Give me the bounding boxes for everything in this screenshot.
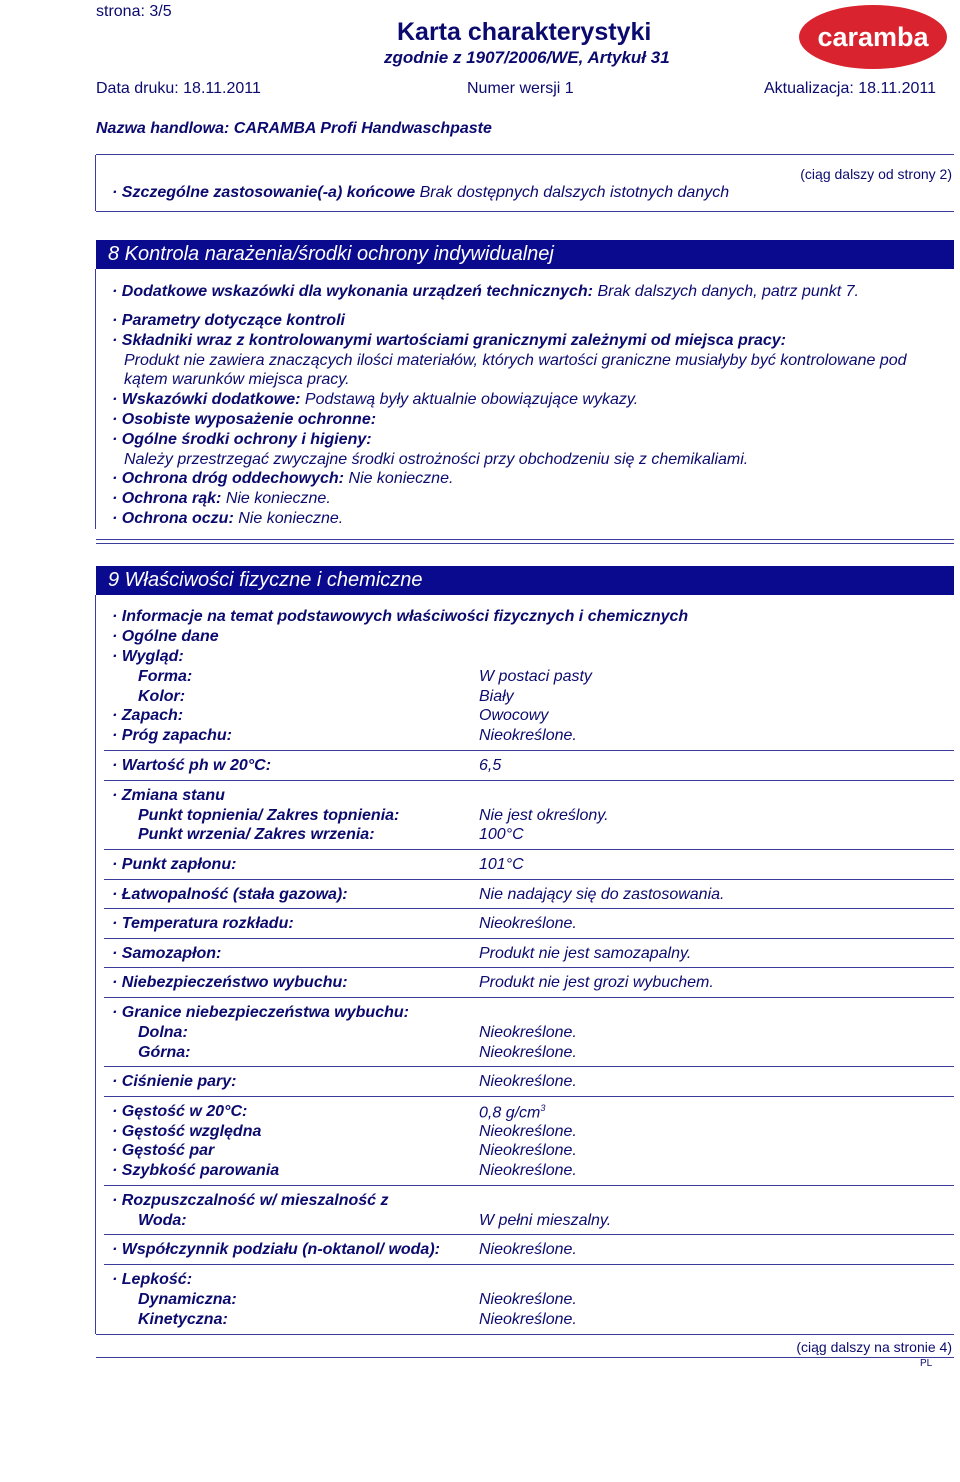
relative-density-label: · Gęstość względna [112, 1123, 262, 1140]
section9-heading: 9 Właściwości fizyczne i chemiczne [96, 566, 954, 595]
eye-label: · Ochrona oczu: [112, 510, 234, 527]
divider [104, 1185, 954, 1186]
continued-next: (ciąg dalszy na stronie 4) [796, 1339, 952, 1355]
explosion-label: · Niebezpieczeństwo wybuchu: [112, 974, 348, 991]
kinematic-viscosity-label: Kinetyczna: [138, 1311, 228, 1328]
color-label: Kolor: [138, 688, 186, 705]
lower-limit-value: Nieokreślone. [479, 1024, 577, 1041]
form-label: Forma: [138, 668, 193, 685]
odor-threshold-label: · Próg zapachu: [112, 727, 233, 744]
left-rule [95, 269, 96, 529]
density-label: · Gęstość w 20°C: [112, 1103, 248, 1120]
evaporation-rate-label: · Szybkość parowania [112, 1162, 280, 1179]
melting-value: Nie jest określony. [479, 807, 609, 824]
self-ignition-label: · Samozapłon: [112, 945, 222, 962]
melting-label: Punkt topnienia/ Zakres topnienia: [138, 807, 400, 824]
kinematic-viscosity-value: Nieokreślone. [479, 1311, 577, 1328]
vapor-pressure-label: · Ciśnienie pary: [112, 1073, 237, 1090]
divider [104, 849, 954, 850]
boiling-label: Punkt wrzenia/ Zakres wrzenia: [138, 826, 375, 843]
components-heading [112, 332, 786, 350]
components-label: · Składniki wraz z kontrolowanymi wartościami granicznymi zależnymi od miejsca pracy: [112, 332, 786, 349]
hand-value: Nie konieczne. [225, 490, 331, 507]
density-number: 0,8 g/cm [479, 1104, 541, 1122]
dynamic-viscosity-label: Dynamiczna: [138, 1291, 237, 1308]
hygiene-heading [112, 431, 372, 449]
divider [104, 938, 954, 939]
extra-value: Podstawą były aktualnie obowiązujące wykazy. [304, 391, 639, 408]
caramba-logo [798, 4, 948, 70]
relative-density-value: Nieokreślone. [479, 1123, 577, 1140]
upper-limit-value: Nieokreślone. [479, 1044, 577, 1061]
double-divider [96, 539, 954, 544]
end-use-value: Brak dostępnych dalszych istotnych danych [419, 184, 730, 201]
form-value: W postaci pasty [479, 668, 592, 685]
divider [104, 1096, 954, 1097]
divider [104, 879, 954, 880]
divider [104, 1234, 954, 1235]
odor-value: Owocowy [479, 707, 549, 724]
components-text: Produkt nie zawiera znaczących ilości materiałów, których wartości graniczne musiałyby być kontrolowane pod kątem warunków miejsca pracy. [124, 352, 907, 388]
odor-threshold-value: Nieokreślone. [479, 727, 577, 744]
partition-label: · Współczynnik podziału (n-oktanol/ woda): [112, 1241, 440, 1258]
ppe-label: · Osobiste wyposażenie ochronne: [112, 411, 377, 428]
divider [104, 1066, 954, 1067]
state-change-heading: · Zmiana stanu [112, 787, 225, 804]
flammability-value: Nie nadający się do zastosowania. [479, 886, 725, 903]
divider [96, 154, 954, 155]
divider [104, 967, 954, 968]
ph-label: · Wartość ph w 20°C: [112, 757, 272, 774]
solubility-heading: · Rozpuszczalność w/ mieszalność z [112, 1192, 389, 1209]
divider [104, 750, 954, 751]
divider [104, 908, 954, 909]
language-code: PL [920, 1358, 933, 1369]
hand-label: · Ochrona rąk: [112, 490, 222, 507]
logo-text: caramba [817, 22, 929, 52]
section8-heading: 8 Kontrola narażenia/środki ochrony indywidualnej [96, 240, 954, 269]
appearance-heading: · Wygląd: [112, 648, 184, 665]
water-value: W pełni mieszalny. [479, 1212, 612, 1229]
document-subtitle: zgodnie z 1907/2006/WE, Artykuł 31 [384, 48, 670, 67]
lower-limit-label: Dolna: [138, 1024, 188, 1041]
tech-label: · Dodatkowe wskazówki dla wykonania urządzeń technicznych: [112, 283, 593, 300]
section7-end-use [112, 184, 729, 202]
vapor-density-label: · Gęstość par [112, 1142, 215, 1159]
divider [96, 1334, 954, 1335]
eye-value: Nie konieczne. [238, 510, 344, 527]
divider [96, 211, 954, 212]
density-exponent: 3 [540, 1103, 546, 1113]
left-rule [95, 595, 96, 1334]
explosion-limits-heading: · Granice niebezpieczeństwa wybuchu: [112, 1004, 409, 1021]
ppe-heading [112, 411, 376, 429]
color-value: Biały [479, 688, 514, 705]
general-info-heading: · Ogólne dane [112, 628, 219, 645]
control-params [112, 312, 345, 330]
continued-from: (ciąg dalszy od strony 2) [800, 166, 952, 182]
extra-notes [112, 391, 638, 409]
explosion-value: Produkt nie jest grozi wybuchem. [479, 974, 714, 991]
end-use-label: · Szczególne zastosowanie(-a) końcowe [112, 184, 416, 201]
viscosity-heading: · Lepkość: [112, 1271, 193, 1288]
evaporation-rate-value: Nieokreślone. [479, 1162, 577, 1179]
decomposition-label: · Temperatura rozkładu: [112, 915, 294, 932]
flash-point-value: 101°C [479, 856, 524, 873]
vapor-pressure-value: Nieokreślone. [479, 1073, 577, 1090]
resp-label: · Ochrona dróg oddechowych: [112, 470, 345, 487]
flash-point-label: · Punkt zapłonu: [112, 856, 237, 873]
respiratory-protection [112, 470, 453, 488]
dynamic-viscosity-value: Nieokreślone. [479, 1291, 577, 1308]
odor-label: · Zapach: [112, 707, 184, 724]
divider [104, 997, 954, 998]
page-number: strona: 3/5 [96, 3, 172, 20]
print-date: Data druku: 18.11.2011 [96, 80, 261, 97]
hygiene-label: · Ogólne środki ochrony i higieny: [112, 431, 372, 448]
eye-protection [112, 510, 343, 528]
update-date: Aktualizacja: 18.11.2011 [764, 80, 936, 97]
extra-label: · Wskazówki dodatkowe: [112, 391, 301, 408]
ph-value: 6,5 [479, 757, 502, 774]
version-number: Numer wersji 1 [467, 80, 574, 97]
divider [104, 1264, 954, 1265]
footer-divider [96, 1357, 954, 1358]
tech-measures [112, 283, 859, 301]
document-title: Karta charakterystyki [397, 18, 652, 46]
self-ignition-value: Produkt nie jest samozapalny. [479, 945, 692, 962]
vapor-density-value: Nieokreślone. [479, 1142, 577, 1159]
density-value [479, 1103, 545, 1122]
basic-properties-heading: · Informacje na temat podstawowych właściwości fizycznych i chemicznych [112, 608, 689, 625]
hygiene-text: Należy przestrzegać zwyczajne środki ostrożności przy obchodzeniu się z chemikaliami. [124, 451, 749, 468]
flammability-label: · Łatwopalność (stała gazowa): [112, 886, 348, 903]
decomposition-value: Nieokreślone. [479, 915, 577, 932]
trade-name: Nazwa handlowa: CARAMBA Profi Handwaschpaste [96, 120, 492, 137]
params-label: · Parametry dotyczące kontroli [112, 312, 345, 329]
water-label: Woda: [138, 1212, 187, 1229]
upper-limit-label: Górna: [138, 1044, 191, 1061]
tech-value: Brak dalszych danych, patrz punkt 7. [597, 283, 859, 300]
partition-value: Nieokreślone. [479, 1241, 577, 1258]
boiling-value: 100°C [479, 826, 524, 843]
left-rule [95, 155, 96, 211]
resp-value: Nie konieczne. [348, 470, 454, 487]
hand-protection [112, 490, 331, 508]
divider [104, 780, 954, 781]
